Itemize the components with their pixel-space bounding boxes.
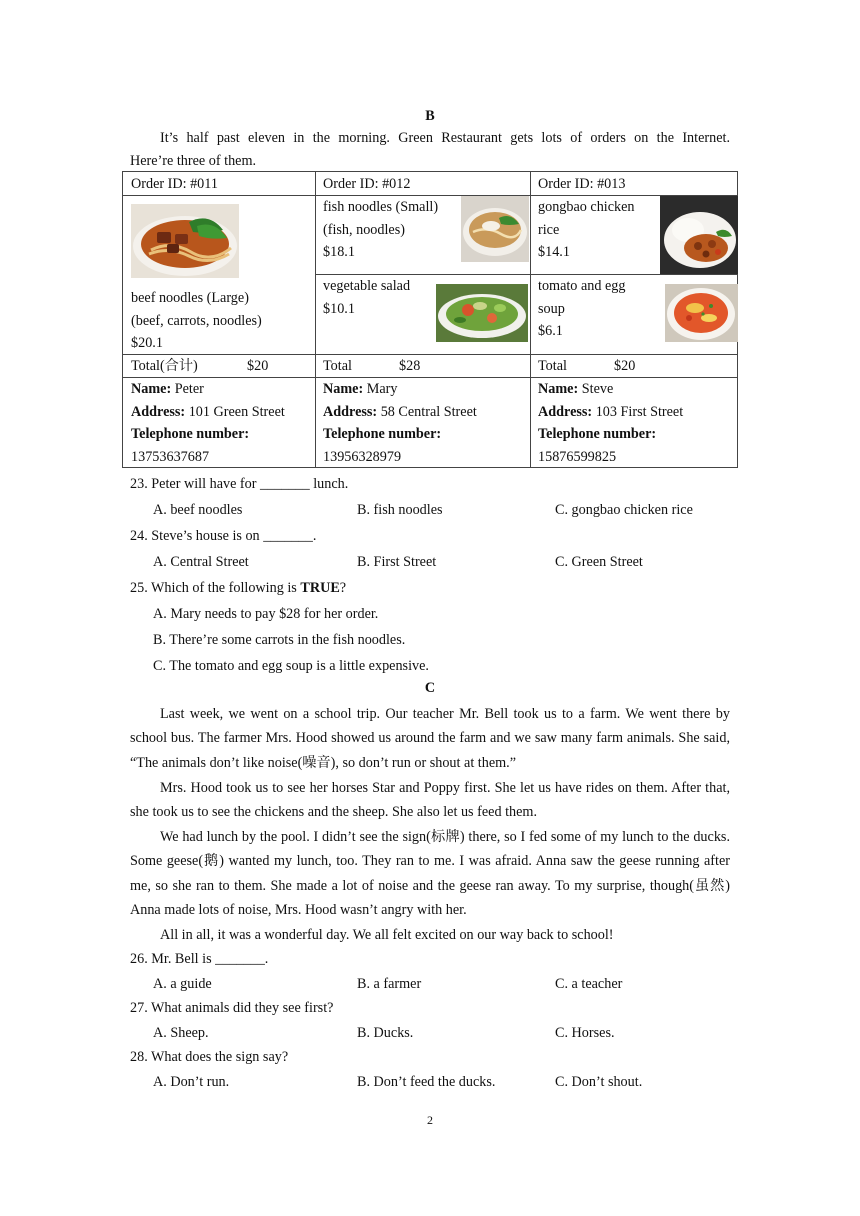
question-26-option-c[interactable]: C. a teacher (555, 976, 623, 992)
customer-name-011: Name: Peter (131, 381, 204, 397)
table-divider (123, 377, 737, 378)
customer-phone-label-013: Telephone number: (538, 426, 657, 442)
item-vegetable-salad-price: $10.1 (323, 301, 355, 317)
question-27-option-c[interactable]: C. Horses. (555, 1025, 615, 1041)
item-tomato-soup-price: $6.1 (538, 323, 563, 339)
item-beef-noodles-price: $20.1 (131, 335, 163, 351)
total-label-013: Total (538, 358, 567, 374)
gongbao-chicken-rice-photo (660, 196, 738, 274)
section-b-heading: B (425, 108, 435, 124)
order-id-011: Order ID: #011 (131, 176, 218, 192)
customer-address-013: Address: 103 First Street (538, 404, 684, 420)
passage-c-paragraph-2: Mrs. Hood took us to see her horses Star and Poppy first. She let us have rides on them. After that, she took us to see the chickens and the sheep. She also let us feed them. (130, 780, 730, 821)
section-b-intro-line2: Here’re three of them. (130, 153, 257, 169)
question-24: 24. Steve’s house is on _______. (130, 528, 317, 544)
item-beef-noodles-line2: (beef, carrots, noodles) (131, 313, 262, 329)
item-gongbao-line1: gongbao chicken (538, 199, 635, 215)
customer-phone-label-011: Telephone number: (131, 426, 250, 442)
total-label-012: Total (323, 358, 352, 374)
question-24-option-a[interactable]: A. Central Street (153, 554, 249, 570)
order-id-012: Order ID: #012 (323, 176, 411, 192)
customer-address-012: Address: 58 Central Street (323, 404, 477, 420)
total-value-011: $20 (247, 358, 269, 374)
question-23: 23. Peter will have for _______ lunch. (130, 476, 349, 492)
item-fish-noodles-line2: (fish, noodles) (323, 222, 405, 238)
beef-noodles-photo (131, 204, 239, 278)
question-25-option-a[interactable]: A. Mary needs to pay $28 for her order. (153, 606, 379, 622)
order-id-013: Order ID: #013 (538, 176, 626, 192)
question-27: 27. What animals did they see first? (130, 1000, 334, 1016)
table-divider (530, 172, 531, 467)
passage-c-paragraph-3: We had lunch by the pool. I didn’t see the sign(标牌) there, so I fed some of my lunch to the ducks. Some geese(鹅) wanted my lunch, too. They ran to me. I was afraid. Anna saw the geese running after me, so she ran to them. She made a lot of noise and the geese ran away. To my surprise, though(虽然) Anna made lots of noise, Mrs. Hood wasn’t angry with her. (130, 829, 730, 918)
question-28-option-a[interactable]: A. Don’t run. (153, 1074, 230, 1090)
total-value-013: $20 (614, 358, 636, 374)
item-vegetable-salad-name: vegetable salad (323, 278, 411, 294)
question-28-option-c[interactable]: C. Don’t shout. (555, 1074, 643, 1090)
table-divider (123, 354, 737, 355)
item-gongbao-price: $14.1 (538, 244, 570, 260)
customer-phone-013: 15876599825 (538, 449, 617, 465)
total-value-012: $28 (399, 358, 421, 374)
question-26: 26. Mr. Bell is _______. (130, 951, 269, 967)
tomato-egg-soup-photo (665, 284, 738, 342)
table-divider (315, 172, 316, 467)
item-beef-noodles-line1: beef noodles (Large) (131, 290, 249, 306)
customer-phone-012: 13956328979 (323, 449, 402, 465)
item-fish-noodles-line1: fish noodles (Small) (323, 199, 439, 215)
question-27-option-a[interactable]: A. Sheep. (153, 1025, 209, 1041)
question-28: 28. What does the sign say? (130, 1049, 289, 1065)
section-c-heading: C (424, 680, 436, 696)
order-table (122, 171, 738, 468)
vegetable-salad-photo (436, 284, 528, 342)
question-25-option-b[interactable]: B. There’re some carrots in the fish noodles. (153, 632, 406, 648)
question-28-option-b[interactable]: B. Don’t feed the ducks. (357, 1074, 496, 1090)
total-label-011: Total(合计) (131, 358, 198, 374)
question-24-option-c[interactable]: C. Green Street (555, 554, 643, 570)
item-tomato-soup-line2: soup (538, 301, 565, 317)
question-27-option-b[interactable]: B. Ducks. (357, 1025, 414, 1041)
customer-phone-label-012: Telephone number: (323, 426, 442, 442)
passage-c-paragraph-1: Last week, we went on a school trip. Our teacher Mr. Bell took us to a farm. We went there by school bus. The farmer Mrs. Hood showed us around the farm and we saw many farm animals. She said, “The animals don’t like noise(噪音), so don’t run or shout at them.” (130, 706, 730, 771)
question-23-option-a[interactable]: A. beef noodles (153, 502, 243, 518)
passage-c-paragraph-4: All in all, it was a wonderful day. We all felt excited on our way back to school! (160, 927, 614, 943)
customer-phone-011: 13753637687 (131, 449, 210, 465)
fish-noodles-photo (461, 196, 529, 262)
question-26-option-b[interactable]: B. a farmer (357, 976, 422, 992)
section-b-intro-line1: It’s half past eleven in the morning. Green Restaurant gets lots of orders on the Internet. (160, 130, 730, 146)
question-23-option-c[interactable]: C. gongbao chicken rice (555, 502, 693, 518)
customer-name-013: Name: Steve (538, 381, 614, 397)
question-25-option-c[interactable]: C. The tomato and egg soup is a little expensive. (153, 658, 429, 674)
question-24-option-b[interactable]: B. First Street (357, 554, 437, 570)
question-25: 25. Which of the following is TRUE? (130, 580, 347, 596)
page-number: 2 (427, 1113, 433, 1127)
item-tomato-soup-line1: tomato and egg (538, 278, 626, 294)
customer-address-011: Address: 101 Green Street (131, 404, 285, 420)
customer-name-012: Name: Mary (323, 381, 398, 397)
item-fish-noodles-price: $18.1 (323, 244, 355, 260)
item-gongbao-line2: rice (538, 222, 560, 238)
question-26-option-a[interactable]: A. a guide (153, 976, 212, 992)
question-23-option-b[interactable]: B. fish noodles (357, 502, 443, 518)
